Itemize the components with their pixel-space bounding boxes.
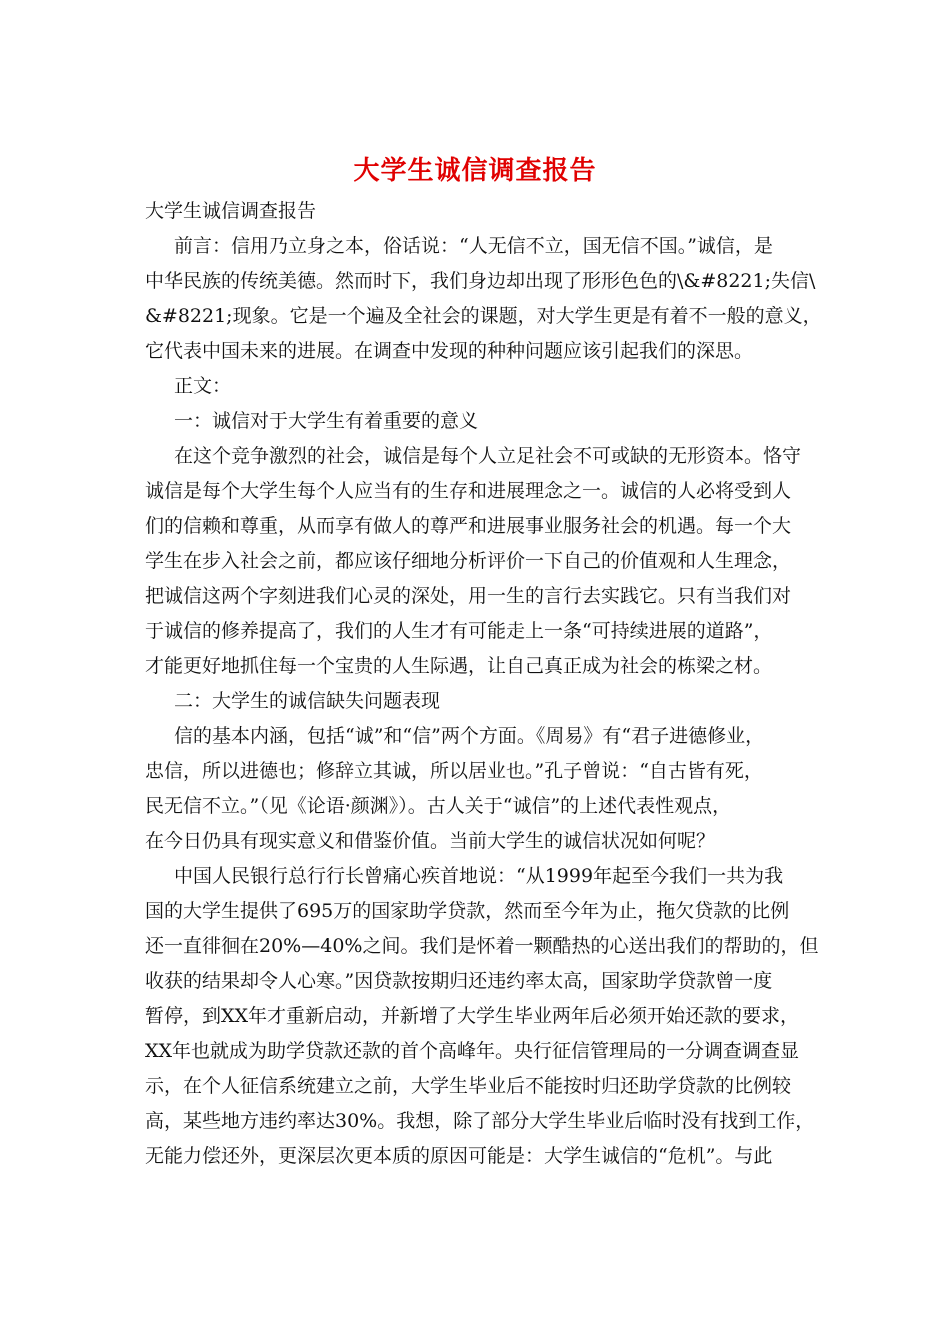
text-line: 大学生诚信调查报告 bbox=[145, 200, 317, 222]
text-line: XX年也就成为助学贷款还款的首个高峰年。央行征信管理局的一分调查调查显 bbox=[145, 1040, 800, 1062]
text-line: 于诚信的修养提高了，我们的人生才有可能走上一条“可持续进展的道路”， bbox=[145, 620, 773, 642]
text-line: 国的大学生提供了695万的国家助学贷款，然而至今年为止，拖欠贷款的比例 bbox=[145, 900, 790, 922]
text-line: 还一直徘徊在20%—40%之间。我们是怀着一颗酷热的心送出我们的帮助的，但 bbox=[145, 935, 819, 957]
text-line: 暂停，到XX年才重新启动，并新增了大学生毕业两年后必须开始还款的要求， bbox=[145, 1005, 800, 1027]
text-line: 正文： bbox=[174, 375, 232, 397]
document-body bbox=[145, 194, 822, 1174]
text-line: 它代表中国未来的进展。在调查中发现的种种问题应该引起我们的深思。 bbox=[145, 340, 754, 362]
text-line: 诚信是每个大学生每个人应当有的生存和进展理念之一。诚信的人必将受到人 bbox=[145, 480, 792, 502]
text-line: &#8221;现象。它是一个遍及全社会的课题，对大学生更是有着不一般的意义， bbox=[145, 305, 822, 327]
document-title: 大学生诚信调查报告 bbox=[353, 156, 597, 186]
text-line: 信的基本内涵，包括“诚”和“信”两个方面。《周易》有“君子进德修业， bbox=[174, 725, 765, 747]
text-line: 忠信，所以进德也；修辞立其诚，所以居业也。”孔子曾说：“自古皆有死， bbox=[145, 760, 763, 782]
text-line: 在今日仍具有现实意义和借鉴价值。当前大学生的诚信状况如何呢？ bbox=[145, 830, 716, 852]
text-line: 中国人民银行总行行长曾痛心疾首地说：“从1999年起至今我们一共为我 bbox=[174, 865, 784, 887]
text-line: 民无信不立。”（见《论语·颜渊》）。古人关于“诚信”的上述代表性观点， bbox=[145, 795, 732, 817]
text-line: 们的信赖和尊重，从而享有做人的尊严和进展事业服务社会的机遇。每一个大 bbox=[145, 515, 792, 537]
text-line: 高，某些地方违约率达30%。我想，除了部分大学生毕业后临时没有找到工作， bbox=[145, 1110, 815, 1132]
text-line: 在这个竞争激烈的社会，诚信是每个人立足社会不可或缺的无形资本。恪守 bbox=[174, 445, 802, 467]
text-line: 中华民族的传统美德。然而时下，我们身边却出现了形形色色的\&#8221;失信\ bbox=[145, 270, 816, 292]
text-line: 前言：信用乃立身之本，俗话说：“人无信不立，国无信不国。”诚信，是 bbox=[174, 235, 773, 257]
text-line: 学生在步入社会之前，都应该仔细地分析评价一下自己的价值观和人生理念， bbox=[145, 550, 792, 572]
text-line: 一：诚信对于大学生有着重要的意义 bbox=[174, 410, 479, 432]
text-line: 二：大学生的诚信缺失问题表现 bbox=[174, 690, 441, 712]
text-line: 无能力偿还外，更深层次更本质的原因可能是：大学生诚信的“危机”。与此 bbox=[145, 1145, 773, 1167]
text-line: 示，在个人征信系统建立之前，大学生毕业后不能按时归还助学贷款的比例较 bbox=[145, 1075, 792, 1097]
text-line: 收获的结果却令人心寒。”因贷款按期归还违约率太高，国家助学贷款曾一度 bbox=[145, 970, 773, 992]
text-line: 才能更好地抓住每一个宝贵的人生际遇，让自己真正成为社会的栋梁之材。 bbox=[145, 655, 773, 677]
text-line: 把诚信这两个字刻进我们心灵的深处，用一生的言行去实践它。只有当我们对 bbox=[145, 585, 792, 607]
